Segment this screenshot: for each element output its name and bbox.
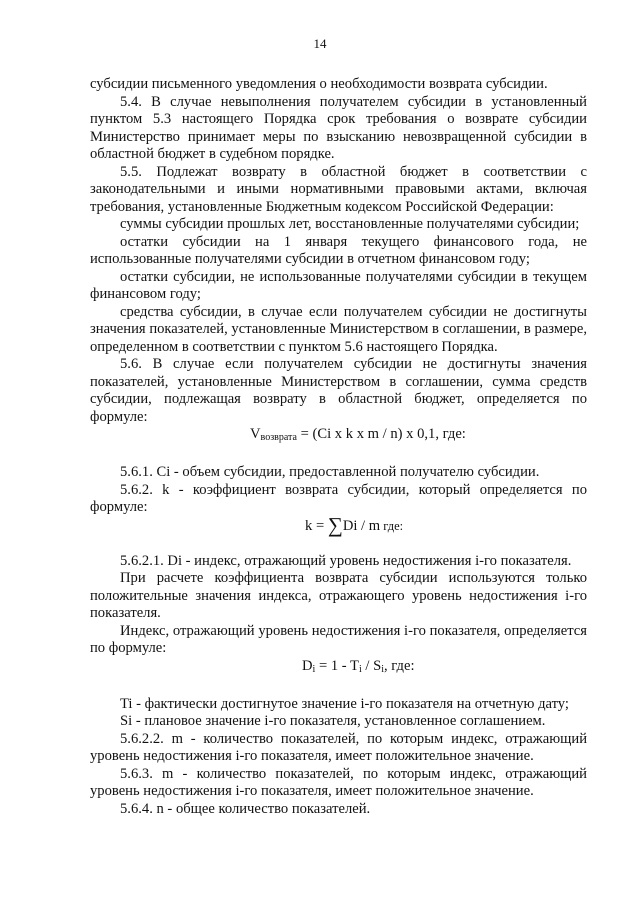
paragraph: 5.6.2.2. m - количество показателей, по которым индекс, отражающий уровень недостижения i-го показателя, имеет положительное значение.	[90, 730, 587, 764]
formula-d	[90, 658, 587, 679]
paragraph: 5.6.4. n - общее количество показателей.	[120, 800, 371, 817]
paragraph: остатки субсидии, не использованные получателями субсидии в текущем финансовом году;	[90, 268, 587, 302]
paragraph: 5.6.3. m - количество показателей, по которым индекс, отражающий уровень недостижения i-го показателя, имеет положительное значение.	[90, 765, 587, 799]
paragraph: средства субсидии, в случае если получателем субсидии не достигнуты значения показателей, установленные Министерством в соглашении, в размере, определенном в соответствии с пунктом 5.6 настоящего Порядка.	[90, 303, 587, 355]
paragraph: 5.5. Подлежат возврату в областной бюджет в соответствии с законодательными и иными нормативными правовыми актами, включая требования, установленные Бюджетным кодексом Российской Федерации:	[90, 163, 587, 215]
formula-d-slash: / S	[361, 657, 382, 674]
formula-k-left: k =	[305, 517, 328, 534]
paragraph: 5.6. В случае если получателем субсидии не достигнуты значения показателей, установленные Министерством в соглашении, сумма средств субсидии, подлежащая возврату в областной бюджет, определяется по формуле:	[90, 356, 587, 425]
formula-d-d: D	[302, 657, 313, 674]
formula-v-subscript: возврата	[260, 432, 297, 443]
formula-v-rest: = (Ci x k x m / n) x 0,1, где:	[296, 426, 466, 442]
formula-k-right: Di / m	[342, 517, 381, 534]
paragraph: Si - плановое значение i-го показателя, установленное соглашением.	[120, 713, 546, 729]
paragraph: 5.4. В случае невыполнения получателем субсидии в установленный пунктом 5.3 настоящего Порядка срок требования о возврате субсидии Министерство принимает меры по взысканию невозвращенной субсидии в областной бюджет в судебном порядке.	[90, 93, 587, 162]
formula-vozvrata	[90, 426, 587, 447]
paragraph: 5.6.2.1. Di - индекс, отражающий уровень недостижения i-го показателя.	[120, 552, 572, 569]
formula-d-mid: = 1 - T	[315, 657, 359, 674]
page-number: 14	[313, 36, 327, 51]
formula-d-sub: i	[312, 663, 316, 675]
paragraph: субсидии письменного уведомления о необходимости возврата субсидии.	[90, 76, 548, 92]
paragraph: Индекс, отражающий уровень недостижения i-го показателя, определяется по формуле:	[90, 622, 587, 656]
paragraph: 5.6.2. k - коэффициент возврата субсидии, который определяется по формуле:	[90, 481, 587, 515]
paragraph: 5.6.1. Ci - объем субсидии, предоставленной получателю субсидии.	[120, 464, 540, 480]
formula-t-sub: i	[358, 663, 362, 675]
paragraph: Ti - фактически достигнутое значение i-го показателя на отчетную дату;	[120, 695, 569, 712]
document-body	[90, 76, 587, 818]
sum-symbol: ∑	[327, 512, 343, 537]
formula-s-sub: i	[381, 663, 384, 675]
paragraph: остатки субсидии на 1 января текущего финансового года, не использованные получателями субсидии в отчетном финансовом году;	[90, 233, 587, 267]
paragraph: При расчете коэффициента возврата субсидии используются только положительные значения индекса, отражающего уровень недостижения i-го показателя.	[90, 570, 587, 621]
formula-k	[90, 512, 587, 537]
formula-d-tail: , где:	[384, 657, 415, 674]
formula-v: V	[250, 426, 261, 442]
paragraph: суммы субсидии прошлых лет, восстановленные получателями субсидии;	[120, 216, 580, 232]
formula-k-tail: где:	[380, 518, 404, 533]
